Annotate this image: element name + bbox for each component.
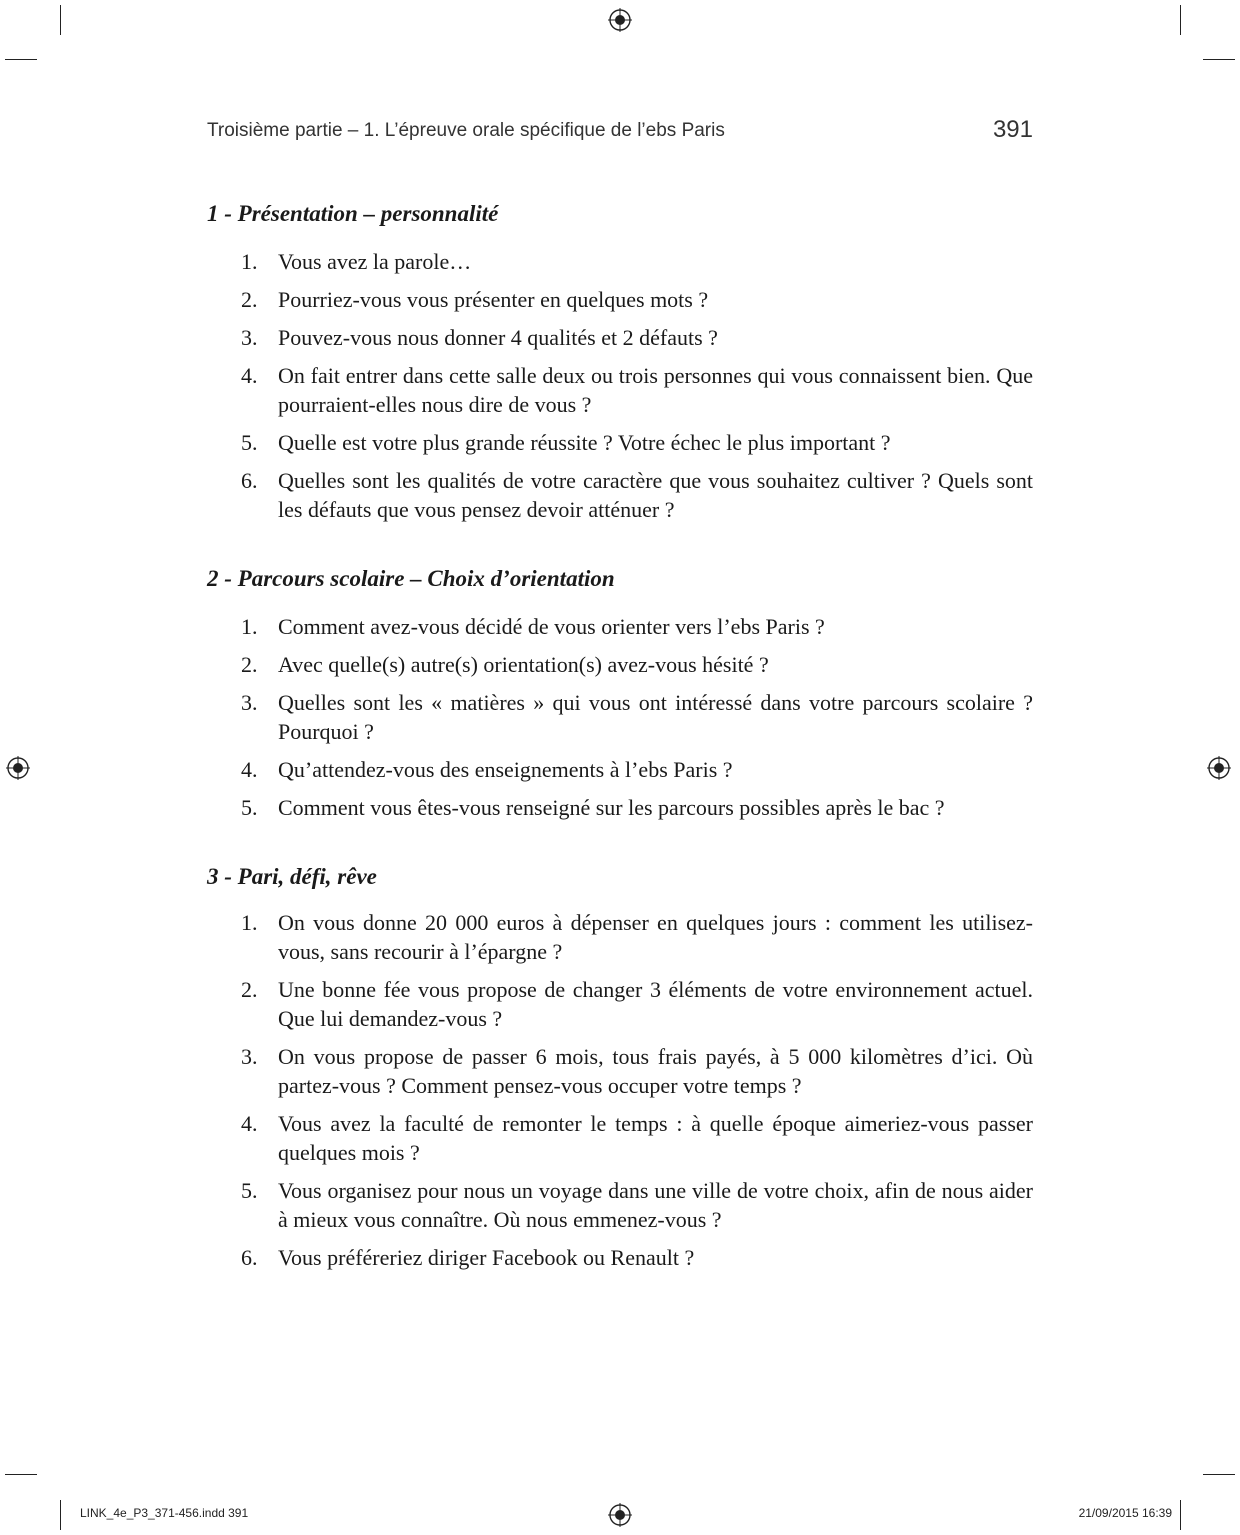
question-list [207, 247, 1033, 524]
question-item [207, 1109, 1033, 1167]
question-text: Qu’attendez-vous des enseignements à l’ebs Paris ? [278, 757, 733, 782]
question-text: Comment vous êtes-vous renseigné sur les parcours possibles après le bac ? [278, 795, 945, 820]
registration-mark-icon [1207, 756, 1231, 780]
question-item [207, 688, 1033, 746]
crop-mark-top-right-vertical [1180, 5, 1181, 35]
question-item [207, 285, 1033, 314]
question-number: 1. [241, 249, 258, 274]
running-head [207, 116, 1033, 146]
question-number: 4. [241, 757, 258, 782]
question-number: 4. [241, 1111, 258, 1136]
section-parcours-scolaire [207, 565, 1033, 822]
crop-mark-bottom-left-horizontal [5, 1474, 37, 1475]
question-list [207, 612, 1033, 822]
section-presentation [207, 200, 1033, 524]
registration-mark-icon [6, 756, 30, 780]
question-item [207, 612, 1033, 641]
question-text: Pourriez-vous vous présenter en quelques mots ? [278, 287, 709, 312]
question-item [207, 466, 1033, 524]
question-text: On vous donne 20 000 euros à dépenser en quelques jours : comment les utilisez-vous, sans recourir à l’épargne ? [278, 910, 1033, 964]
section-heading: 1 - Présentation – personnalité [207, 201, 499, 226]
registration-mark-icon [608, 1503, 632, 1527]
crop-mark-top-right-horizontal [1203, 59, 1235, 60]
section-pari-defi-reve [207, 863, 1033, 1272]
question-text: Avec quelle(s) autre(s) orientation(s) avez-vous hésité ? [278, 652, 769, 677]
slug-file-name: LINK_4e_P3_371-456.indd 391 [80, 1506, 249, 1520]
question-number: 4. [241, 363, 258, 388]
question-item [207, 428, 1033, 457]
question-text: Pouvez-vous nous donner 4 qualités et 2 défauts ? [278, 325, 718, 350]
question-list [207, 908, 1033, 1272]
question-number: 1. [241, 910, 258, 935]
question-item [207, 650, 1033, 679]
registration-mark-icon [608, 8, 632, 32]
question-number: 6. [241, 468, 258, 493]
crop-mark-bottom-right-horizontal [1203, 1474, 1235, 1475]
question-text: Quelles sont les « matières » qui vous ont intéressé dans votre parcours scolaire ? Pourquoi ? [278, 690, 1033, 744]
question-item [207, 975, 1033, 1033]
question-text: Comment avez-vous décidé de vous orienter vers l’ebs Paris ? [278, 614, 825, 639]
page-number: 391 [992, 116, 1033, 143]
section-heading: 3 - Pari, défi, rêve [207, 864, 377, 889]
question-number: 2. [241, 652, 258, 677]
question-item [207, 1176, 1033, 1234]
question-text: Une bonne fée vous propose de changer 3 éléments de votre environnement actuel. Que lui demandez-vous ? [278, 977, 1033, 1031]
question-item [207, 361, 1033, 419]
crop-mark-top-left-vertical [60, 5, 61, 35]
question-text: Vous organisez pour nous un voyage dans une ville de votre choix, afin de nous aider à mieux vous connaître. Où nous emmenez-vous ? [278, 1178, 1033, 1232]
question-text: Vous avez la faculté de remonter le temps : à quelle époque aimeriez-vous passer quelques mois ? [278, 1111, 1033, 1165]
question-item [207, 247, 1033, 276]
question-text: Vous avez la parole… [278, 249, 472, 274]
question-number: 2. [241, 287, 258, 312]
question-number: 5. [241, 795, 258, 820]
question-text: Quelles sont les qualités de votre caractère que vous souhaitez cultiver ? Quels sont les défauts que vous pensez devoir atténuer ? [278, 468, 1033, 522]
question-number: 3. [241, 1044, 258, 1069]
question-item [207, 755, 1033, 784]
question-number: 1. [241, 614, 258, 639]
section-heading: 2 - Parcours scolaire – Choix d’orientation [207, 566, 615, 591]
question-text: Quelle est votre plus grande réussite ? Votre échec le plus important ? [278, 430, 891, 455]
running-title: Troisième partie – 1. L’épreuve orale spécifique de l’ebs Paris [207, 120, 725, 141]
question-item [207, 1243, 1033, 1272]
question-number: 2. [241, 977, 258, 1002]
question-item [207, 908, 1033, 966]
slug-datetime: 21/09/2015 16:39 [1078, 1506, 1172, 1520]
crop-mark-bottom-left-vertical [60, 1500, 61, 1530]
question-number: 3. [241, 325, 258, 350]
question-number: 5. [241, 1178, 258, 1203]
question-text: On fait entrer dans cette salle deux ou trois personnes qui vous connaissent bien. Que pourraient-elles nous dire de vous ? [278, 363, 1033, 417]
crop-mark-top-left-horizontal [5, 59, 37, 60]
question-item [207, 793, 1033, 822]
question-text: On vous propose de passer 6 mois, tous frais payés, à 5 000 kilomètres d’ici. Où partez-vous ? Comment pensez-vous occuper votre temps ? [278, 1044, 1033, 1098]
question-item [207, 323, 1033, 352]
question-text: Vous préféreriez diriger Facebook ou Renault ? [278, 1245, 695, 1270]
crop-mark-bottom-right-vertical [1180, 1500, 1181, 1530]
question-item [207, 1042, 1033, 1100]
question-number: 5. [241, 430, 258, 455]
question-number: 3. [241, 690, 258, 715]
question-number: 6. [241, 1245, 258, 1270]
